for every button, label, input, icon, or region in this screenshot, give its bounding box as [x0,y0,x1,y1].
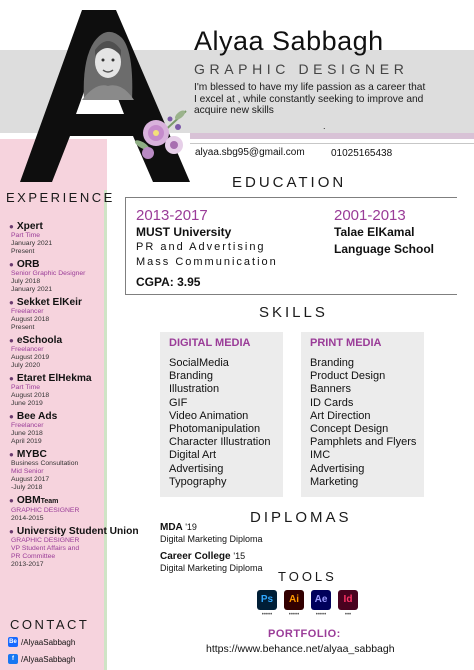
bullet-icon: ● [9,412,14,421]
bio-dot: . [323,121,326,131]
experience-role: GRAPHIC DESIGNER [11,507,80,514]
experience-item [9,449,106,492]
experience-date: July 2020 [11,362,41,369]
experience-date: August 2017 [11,476,50,483]
skill-item: Branding [169,370,214,383]
experience-role: Senior Graphic Designer [11,270,86,277]
experience-item [9,297,106,332]
experience-company: ● Bee Ads [9,411,58,422]
behance-link[interactable] [8,637,75,647]
tool-rating: ••••• [288,612,300,618]
education-school-right-1: Talae ElKamal [334,225,415,239]
experience-date: April 2019 [11,438,42,445]
experience-date: 2014-2015 [11,515,44,522]
experience-role: Freelancer [11,346,44,353]
experience-item [9,526,139,569]
skill-item: Concept Design [310,423,389,436]
skill-item: Product Design [310,370,386,383]
experience-company: ● Etaret ElHekma [9,373,92,384]
profile-role: GRAPHIC DESIGNER [194,61,409,77]
behance-icon: Be [9,639,17,645]
diploma-desc: Digital Marketing Diploma [160,534,263,544]
skill-item: Advertising [169,462,224,475]
profile-name: Alyaa Sabbagh [194,26,384,56]
experience-role: Part Time [11,384,41,391]
experience-item [9,259,106,294]
education-years-right: 2001-2013 [334,207,406,224]
diploma-desc: Digital Marketing Diploma [160,563,263,573]
experience-date: August 2019 [11,354,50,361]
print-media-list [310,357,415,489]
skill-item: Typography [169,475,227,488]
experience-role: Freelancer [11,308,44,315]
facebook-icon: f [8,654,18,664]
experience-date: Present [11,248,35,255]
skill-item: Pamphlets and Flyers [310,436,417,449]
profile-photo [76,20,138,100]
experience-item [9,373,106,408]
phone-text: 01025165438 [331,148,393,159]
experience-date: July 2018 [11,278,41,285]
experience-date: Present [11,324,35,331]
diplomas-heading: DIPLOMAS [250,509,352,526]
experience-date: 2013-2017 [11,561,44,568]
tool-rating: ••• [344,612,352,618]
experience-item [9,335,106,370]
experience-date: Business Consultation [11,460,79,467]
bullet-icon: ● [9,496,14,505]
skill-item: Branding [310,357,355,369]
print-media-box [301,332,424,497]
photoshop-icon: Ps [257,590,277,610]
skill-item: GIF [169,396,188,409]
bullet-icon: ● [9,374,14,383]
indesign-icon: Id [338,590,358,610]
experience-heading: EXPERIENCE [6,190,115,205]
profile-bio: I'm blessed to have my life passion as a career that I excel at , while constantly seeking to improve and acquire new skills [194,82,426,116]
experience-item [9,495,106,523]
skill-item: Digital Art [169,449,217,462]
bullet-icon: ● [9,298,14,307]
illustrator-icon: Ai [284,590,304,610]
tool-rating: ••••• [315,612,327,618]
experience-company: ● Xpert [9,221,43,232]
tools-heading: TOOLS [278,569,337,584]
diploma-name: MDA '19 [160,522,197,533]
experience-company: ● ORB [9,259,40,270]
skill-item: Advertising [310,462,365,475]
facebook-handle: /AlyaaSabbagh [21,654,76,664]
skill-item: Character Illustration [169,436,271,449]
experience-role: Freelancer [11,422,44,429]
experience-company: ● OBMTeam [9,495,59,506]
experience-date: August 2018 [11,392,50,399]
behance-handle: /AlyaaSabbagh [21,637,76,647]
experience-date: -July 2018 [11,484,43,491]
experience-date: August 2018 [11,316,50,323]
bullet-icon: ● [9,260,14,269]
header-accent-line [190,133,474,139]
education-major-2: Mass Communication [136,256,278,268]
skill-item: Photomanipulation [169,423,261,436]
education-heading: EDUCATION [232,174,347,191]
skill-item: Illustration [169,383,220,396]
skills-heading: SKILLS [259,304,328,321]
tool-rating: ••••• [261,612,273,618]
portfolio-heading: PORTFOLIO: [268,628,341,640]
skill-item: IMC [310,449,331,462]
experience-company: ● Sekket ElKeir [9,297,82,308]
education-major-1: PR and Advertising [136,241,266,253]
experience-item [9,411,106,446]
skill-item: Art Direction [310,409,371,422]
skill-item: Marketing [310,475,359,488]
experience-company: ● University Student Union [9,526,139,537]
experience-date: January 2021 [11,240,53,247]
experience-company: ● eSchoola [9,335,63,346]
digital-media-list [169,357,274,489]
education-school-right-2: Language School [334,242,435,256]
flower-decoration [130,105,192,167]
digital-media-box [160,332,283,497]
after-effects-icon: Ae [311,590,331,610]
experience-role: PR Committee [11,553,56,560]
bullet-icon: ● [9,336,14,345]
diploma-name: Career College '15 [160,551,246,562]
bullet-icon: ● [9,222,14,231]
education-school-left: MUST University [136,225,232,239]
contact-heading: CONTACT [10,617,90,632]
header-divider [190,143,474,144]
skill-item: Banners [310,383,351,396]
experience-role: Mid Senior [11,468,44,475]
experience-date: January 2021 [11,286,53,293]
skill-item: ID Cards [310,396,354,409]
print-media-title: PRINT MEDIA [310,337,382,349]
skill-item: SocialMedia [169,357,229,369]
experience-role: VP Student Affairs and [11,545,80,552]
experience-role: Part Time [11,232,41,239]
experience-date: June 2019 [11,400,43,407]
bullet-icon: ● [9,450,14,459]
education-years-left: 2013-2017 [136,207,208,224]
facebook-link[interactable] [8,654,75,664]
education-cgpa: CGPA: 3.95 [136,275,201,289]
bullet-icon: ● [9,527,14,536]
skill-item: Video Animation [169,409,249,422]
digital-media-title: DIGITAL MEDIA [169,337,251,349]
experience-date: June 2018 [11,430,43,437]
experience-company: ● MYBC [9,449,47,460]
email-text[interactable]: alyaa.sbg95@gmail.com [195,147,305,158]
experience-role: GRAPHIC DESIGNER [11,537,80,544]
experience-list [9,221,139,572]
portfolio-link[interactable]: https://www.behance.net/alyaa_sabbagh [206,643,395,655]
experience-item [9,221,106,256]
